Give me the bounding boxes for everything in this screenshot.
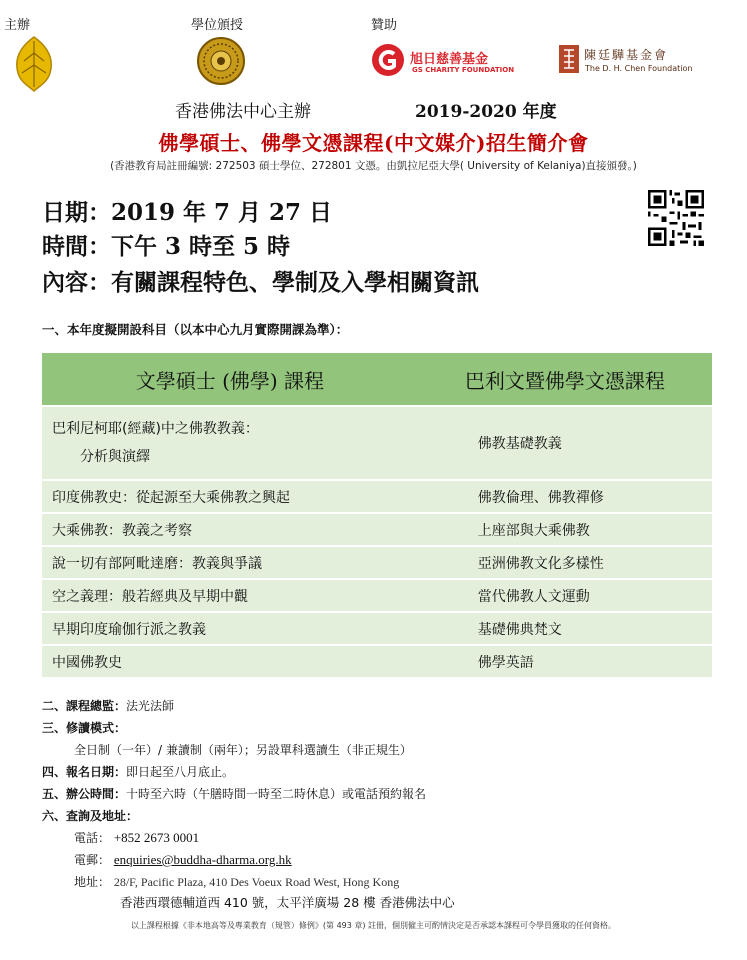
director-label: 二、課程總監： bbox=[42, 699, 127, 713]
enroll-row bbox=[42, 763, 234, 780]
sponsor2-name: 陳廷驊基金會 bbox=[584, 48, 669, 62]
director-row bbox=[42, 697, 174, 714]
office-row bbox=[42, 785, 426, 802]
table-row bbox=[42, 579, 712, 612]
table-cell-right: 亞洲佛教文化多樣性 bbox=[418, 546, 712, 579]
table-row bbox=[42, 480, 712, 513]
section1-heading: 一、本年度擬開設科目（以本中心九月實際開課為準）： bbox=[42, 322, 349, 337]
table-cell-left: 中國佛教史 bbox=[42, 645, 418, 677]
main-title: 佛學碩士、佛學文憑課程(中文媒介)招生簡介會 bbox=[158, 131, 589, 155]
degree-label: 學位頒授 bbox=[191, 18, 244, 33]
date-label: 日期： bbox=[42, 199, 111, 226]
table-cell-right: 佛教倫理、佛教禪修 bbox=[418, 480, 712, 513]
col1-header: 文學碩士 (佛學) 課程 bbox=[42, 353, 418, 406]
table-cell-right: 佛學英語 bbox=[418, 645, 712, 677]
table-header-row bbox=[42, 353, 712, 406]
row1-left-b: 分析與演繹 bbox=[80, 449, 150, 465]
content-label: 內容： bbox=[42, 269, 111, 296]
mode-label: 三、修讀模式： bbox=[42, 721, 127, 735]
office-label: 五、辦公時間： bbox=[42, 787, 127, 801]
table-cell-right: 當代佛教人文運動 bbox=[418, 579, 712, 612]
time-label: 時間： bbox=[42, 233, 111, 260]
dh-chen-logo-icon bbox=[558, 44, 580, 74]
enroll-label: 四、報名日期： bbox=[42, 765, 127, 779]
organizer-line: 香港佛法中心主辦 bbox=[175, 102, 311, 122]
time-value: 下午 3 時至 5 時 bbox=[111, 233, 291, 260]
table-cell-left: 說一切有部阿毗達磨：教義與爭議 bbox=[42, 546, 418, 579]
organizer-label: 主辦 bbox=[4, 18, 31, 33]
table-cell-left: 大乘佛教：教義之考察 bbox=[42, 513, 418, 546]
gs-charity-logo-icon bbox=[370, 42, 406, 78]
content-value: 有關課程特色、學制及入學相關資訊 bbox=[111, 269, 479, 296]
table-cell-right: 上座部與大乘佛教 bbox=[418, 513, 712, 546]
row1-right: 佛教基礎教義 bbox=[418, 406, 712, 480]
phone-label: 電話： bbox=[74, 831, 111, 845]
table-row bbox=[42, 645, 712, 677]
courses-table bbox=[42, 353, 712, 677]
sponsor1-name: 旭日慈善基金 bbox=[410, 52, 489, 67]
phone-row bbox=[74, 829, 199, 846]
table-cell-right: 基礎佛典梵文 bbox=[418, 612, 712, 645]
event-time-row bbox=[42, 228, 290, 261]
address-label: 地址： bbox=[74, 875, 111, 889]
table-cell-left: 印度佛教史：從起源至大乘佛教之興起 bbox=[42, 480, 418, 513]
enroll-value: 即日起至八月底止。 bbox=[126, 765, 235, 779]
email-label: 電郵： bbox=[74, 853, 111, 867]
table-row bbox=[42, 546, 712, 579]
table-cell-left: 早期印度瑜伽行派之教義 bbox=[42, 612, 418, 645]
table-cell-left bbox=[42, 406, 418, 480]
col2-header: 巴利文暨佛學文憑課程 bbox=[418, 353, 712, 406]
director-value: 法光法師 bbox=[126, 699, 175, 713]
footer-note: 以上課程根據《非本地高等及專業教育（規管）條例》(第 493 章) 註冊，個別僱主可酌情決定是否承認本課程可令學員獲取的任何資格。 bbox=[130, 921, 617, 930]
bodhi-leaf-logo-icon bbox=[12, 33, 56, 93]
sponsor1-en: GS CHARITY FOUNDATION bbox=[412, 66, 515, 74]
office-value: 十時至六時（午膳時間一時至二時休息）或電話預約報名 bbox=[126, 787, 427, 801]
year-line: 2019-2020 年度 bbox=[415, 102, 557, 122]
email-link[interactable]: enquiries@buddha-dharma.org.hk bbox=[113, 852, 292, 867]
address-en: 28/F, Pacific Plaza, 410 Des Voeux Road West, Hong Kong bbox=[113, 875, 400, 889]
sponsor2-en: The D. H. Chen Foundation bbox=[585, 64, 693, 73]
address-row bbox=[74, 873, 399, 890]
registration-note: (香港教育局註冊編號: 272503 碩士學位、272801 文憑。由凱拉尼亞大學( University of Kelaniya)直接頒發。) bbox=[110, 160, 637, 172]
table-cell-left: 空之義理：般若經典及早期中觀 bbox=[42, 579, 418, 612]
address-zh: 香港西環德輔道西 410 號，太平洋廣場 28 樓 香港佛法中心 bbox=[120, 895, 455, 910]
table-row bbox=[42, 612, 712, 645]
contact-label: 六、查詢及地址： bbox=[42, 809, 139, 823]
table-row bbox=[42, 513, 712, 546]
event-content-row bbox=[42, 264, 479, 297]
date-value: 2019 年 7 月 27 日 bbox=[111, 199, 333, 226]
email-row bbox=[74, 851, 292, 868]
mode-value: 全日制（一年）/ 兼讀制（兩年）；另設單科選讀生（非正規生） bbox=[74, 743, 412, 757]
phone-value: +852 2673 0001 bbox=[113, 830, 200, 845]
table-row bbox=[42, 406, 712, 480]
university-seal-logo-icon bbox=[196, 36, 246, 86]
sponsor-label: 贊助 bbox=[371, 18, 398, 33]
row1-left-a: 巴利尼柯耶(經藏)中之佛教教義： bbox=[52, 421, 259, 437]
event-date-row bbox=[42, 194, 332, 227]
qr-code-icon bbox=[648, 190, 704, 246]
